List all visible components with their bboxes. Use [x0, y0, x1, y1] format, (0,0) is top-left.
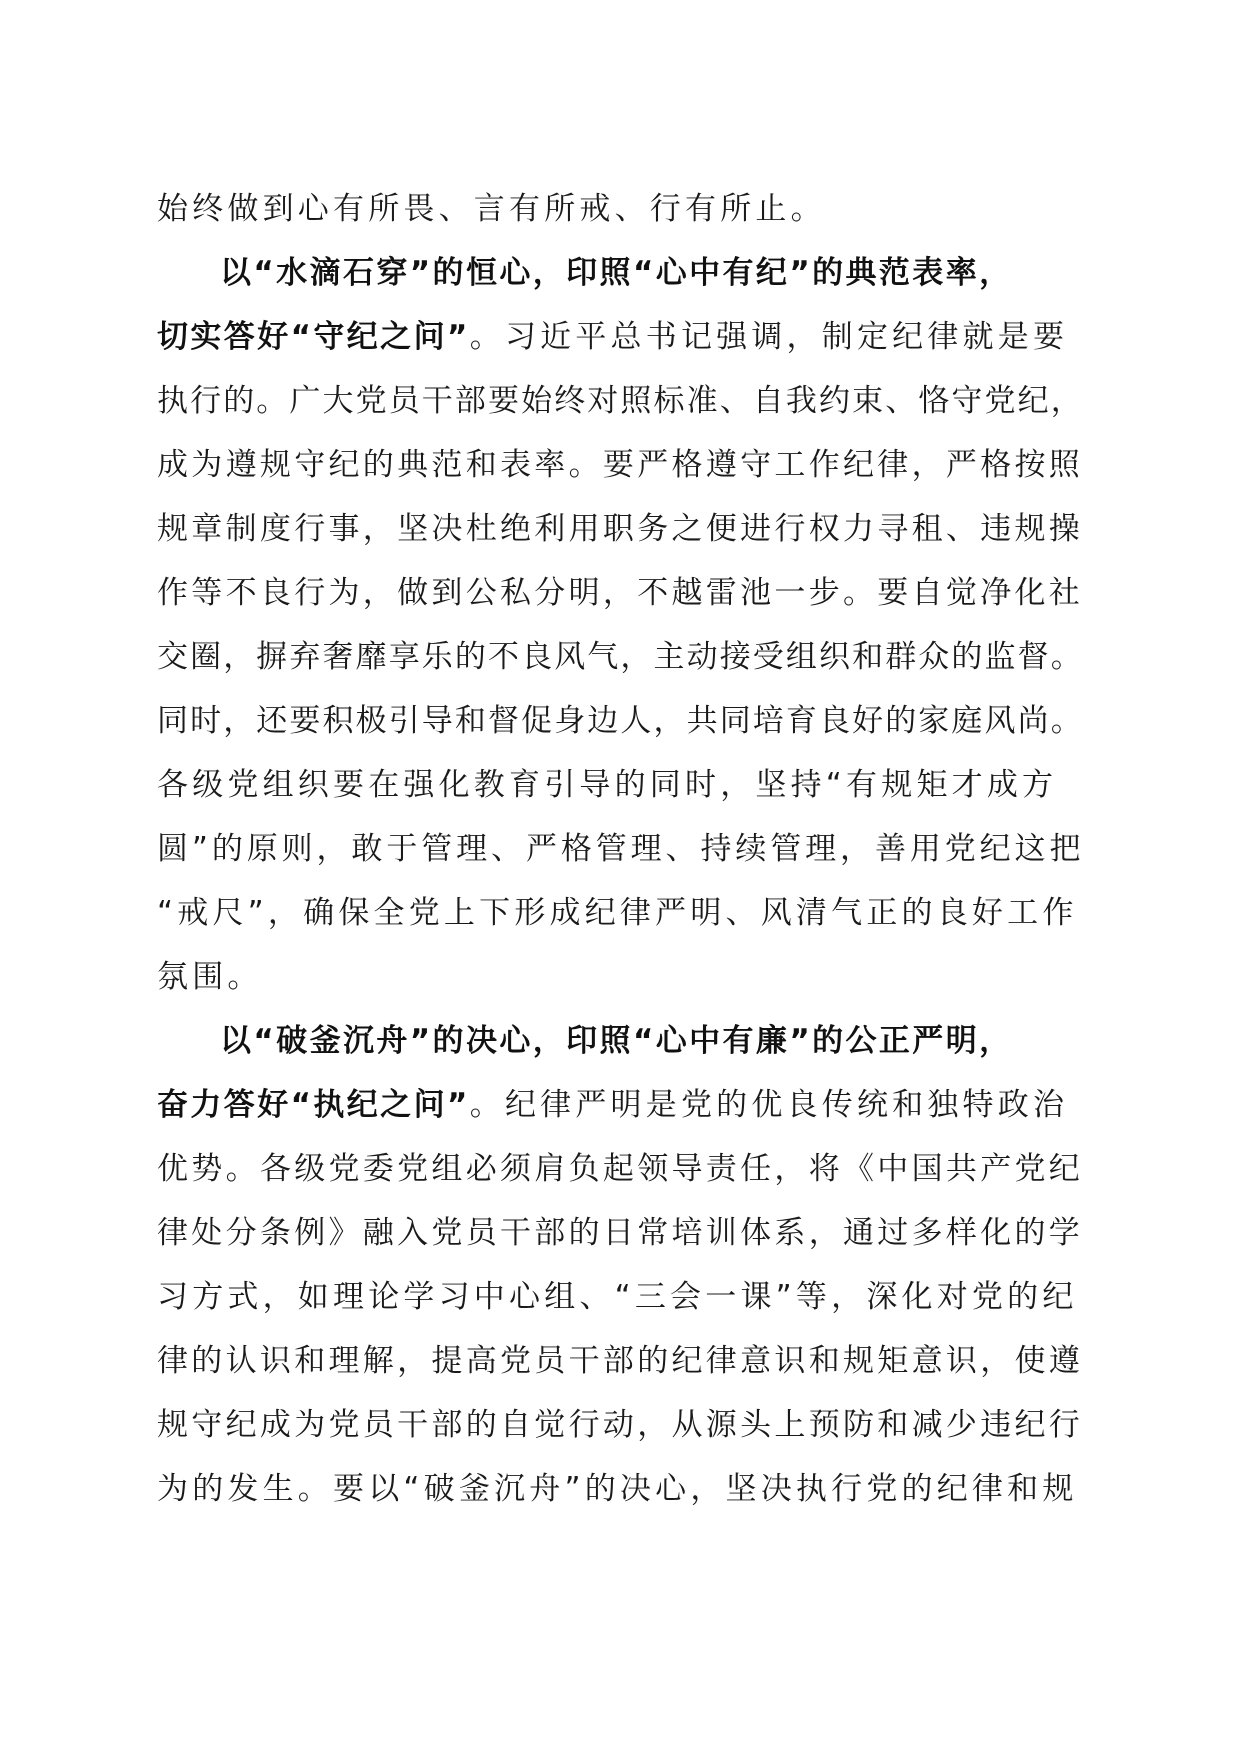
body-line [157, 753, 1057, 817]
body-line [157, 1265, 1078, 1329]
body-text: 优势。各级党委党组必须肩负起领导责任，将《中国共产党纪 [157, 1151, 1084, 1187]
body-line [157, 817, 1084, 881]
body-text: 规守纪成为党员干部的自觉行动，从源头上预防和减少违纪行 [157, 1407, 1084, 1443]
body-line [157, 689, 1084, 753]
section-heading-line [157, 305, 1068, 369]
body-text: 成为遵规守纪的典范和表率。要严格遵守工作纪律，严格按照 [157, 447, 1084, 483]
section-heading-line [220, 241, 1013, 305]
section-heading: 以“破釜沉舟”的决心，印照“心中有廉”的公正严明， [220, 1023, 1013, 1059]
body-line [157, 561, 1083, 625]
body-text: 。习近平总书记强调，制定纪律就是要 [469, 319, 1069, 355]
body-line [157, 945, 263, 1009]
body-line [157, 1457, 1078, 1521]
body-line [157, 1201, 1083, 1265]
body-text: 同时，还要积极引导和督促身边人，共同培育良好的家庭风尚。 [157, 703, 1084, 739]
body-line [157, 1137, 1083, 1201]
body-text: 交圈，摒弃奢靡享乐的不良风气，主动接受组织和群众的监督。 [157, 639, 1084, 675]
body-line [157, 1393, 1083, 1457]
section-heading: 奋力答好“执纪之问” [157, 1087, 470, 1123]
body-text: 圆”的原则，敢于管理、严格管理、持续管理，善用党纪这把 [157, 831, 1085, 867]
section-heading-line [220, 1009, 1013, 1073]
body-line [157, 1329, 1083, 1393]
body-text: 规章制度行事，坚决杜绝利用职务之便进行权力寻租、违规操 [157, 511, 1084, 547]
body-text: 各级党组织要在强化教育引导的同时，坚持“有规矩才成方 [157, 767, 1058, 803]
body-line [157, 625, 1084, 689]
body-text: 氛围。 [157, 959, 263, 995]
body-text: “戒尺”，确保全党上下形成纪律严明、风清气正的良好工作 [157, 895, 1078, 931]
section-heading: 以“水滴石穿”的恒心，印照“心中有纪”的典范表率， [220, 255, 1013, 291]
body-text: 为的发生。要以“破釜沉舟”的决心，坚决执行党的纪律和规 [157, 1471, 1078, 1507]
body-line [157, 177, 826, 241]
body-text: 习方式，如理论学习中心组、“三会一课”等，深化对党的纪 [157, 1279, 1078, 1315]
body-text: 作等不良行为，做到公私分明，不越雷池一步。要自觉净化社 [157, 575, 1084, 611]
section-heading-line [157, 1073, 1068, 1137]
body-text: 律的认识和理解，提高党员干部的纪律意识和规矩意识，使遵 [157, 1343, 1084, 1379]
body-line [157, 369, 1084, 433]
body-text: 始终做到心有所畏、言有所戒、行有所止。 [157, 191, 826, 227]
section-heading: 切实答好“守纪之问” [157, 319, 470, 355]
body-text: 执行的。广大党员干部要始终对照标准、自我约束、恪守党纪， [157, 383, 1084, 419]
body-text: 。纪律严明是党的优良传统和独特政治 [469, 1087, 1069, 1123]
body-line [157, 433, 1083, 497]
body-line [157, 881, 1078, 945]
body-text: 律处分条例》融入党员干部的日常培训体系，通过多样化的学 [157, 1215, 1084, 1251]
body-line [157, 497, 1083, 561]
